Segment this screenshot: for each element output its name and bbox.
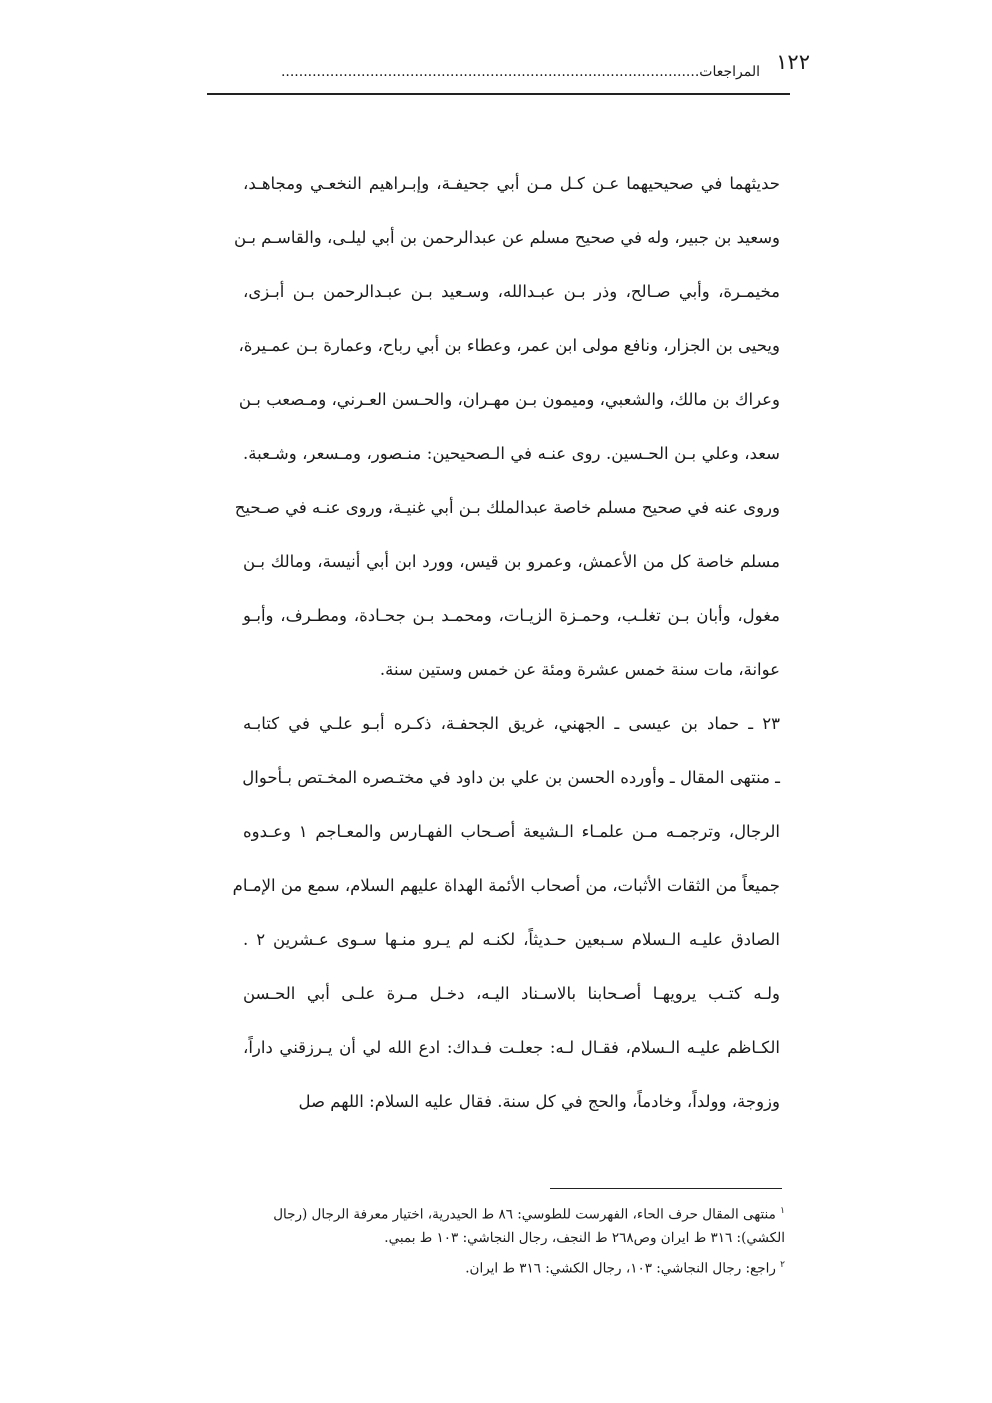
footnote-text: راجع: رجال النجاشي: ١٠٣، رجال الكشي: ٣١٦ ط ايران.: [465, 1260, 776, 1277]
body-line: الرجال، وترجمـه مـن علمـاء الـشيعة أصـحاب الفهـارس والمعـاجم ١ وعـدوه: [243, 822, 781, 841]
body-line: وروى عنه في صحيح مسلم خاصة عبدالملك بـن أبي غنيـة، وروى عنـه في صـحيح: [234, 498, 780, 517]
body-line: جميعاً من الثقات الأثبات، من أصحاب الأئمة الهداة عليهم السلام، سمع من الإمـام: [232, 876, 780, 895]
body-line: ـ منتهى المقال ـ وأورده الحسن بن علي بن داود في مختـصره المخـتص بـأحوال: [242, 768, 780, 787]
body-line: عوانة، مات سنة خمس عشرة ومئة عن خمس وستين سنة.: [379, 660, 780, 679]
body-line: وعراك بن مالك، والشعبي، وميمون بـن مهـران، والحـسن العـرني، ومـصعب بـن: [238, 390, 780, 409]
body-text: [232, 166, 781, 1138]
page-number: ١٢٢: [776, 50, 810, 74]
footnote-separator: [550, 1188, 782, 1189]
footnote-marker: ٢: [780, 1260, 785, 1270]
body-line: ولـه كتـب يرويهـا أصـحابنا بالاسـناد اليـه، دخـل مـرة علـى أبي الحـسن: [243, 984, 780, 1003]
running-header-title: المراجعات..............................................................................................: [280, 64, 760, 80]
footnote-1: [210, 1198, 785, 1225]
body-line: مخيمـرة، وأبي صـالح، وذر بـن عبـدالله، وسـعيد بـن عبـدالرحمن بـن أبـزى،: [243, 282, 780, 301]
footnotes: [210, 1198, 785, 1279]
body-line: الكـاظم عليـه الـسلام، فقـال لـه: جعلـت فـداك: ادع الله لي أن يـرزقني داراً،: [243, 1038, 780, 1057]
body-line: ويحيى بن الجزار، ونافع مولى ابن عمر، وعطاء بن أبي رباح، وعمارة بـن عمـيرة،: [238, 336, 780, 355]
body-line: حديثهما في صحيحيهما عـن كـل مـن أبي جحيفـة، وإبـراهيم النخعـي ومجاهـد،: [243, 174, 780, 193]
body-line: وسعيد بن جبير، وله في صحيح مسلم عن عبدالرحمن بن أبي ليلـى، والقاسـم بـن: [233, 228, 780, 247]
body-line: وزوجة، وولداً، وخادماً، والحج في كل سنة. فقال عليه السلام: اللهم صل: [298, 1092, 780, 1111]
body-line: مسلم خاصة كل من الأعمش، وعمرو بن قيس، وورد ابن أبي أنيسة، ومالك بـن: [243, 552, 780, 571]
footnote-2: [210, 1252, 785, 1279]
body-line: الصادق عليـه الـسلام سـبعين حـديثاً، لكنـه لم يـرو منـها سـوى عـشرين ٢ .: [243, 930, 780, 949]
footnote-text: الكشي): ٣١٦ ط ايران وص٢٦٨ ط النجف، رجال النجاشي: ١٠٣ ط بمبي.: [384, 1230, 785, 1246]
body-line: مغول، وأبان بـن تغلـب، وحمـزة الزيـات، ومحمـد بـن جحـادة، ومطـرف، وأبـو: [243, 606, 780, 625]
footnote-1-continued: [210, 1225, 785, 1252]
header-rule: [207, 93, 790, 95]
body-line: ٢٣ ـ حماد بن عيسى ـ الجهني، غريق الجحفـة، ذكـره أبـو علـي في كتابـه: [243, 714, 780, 733]
footnote-marker: ١: [780, 1206, 785, 1216]
body-line: سعد، وعلي بـن الحـسين. روى عنـه في الـصحيحين: منـصور، ومـسعر، وشـعبة.: [243, 444, 780, 463]
footnote-text: منتهى المقال حرف الحاء، الفهرست للطوسي: ٨٦ ط الحيدرية، اختيار معرفة الرجال (رجال: [273, 1206, 776, 1223]
